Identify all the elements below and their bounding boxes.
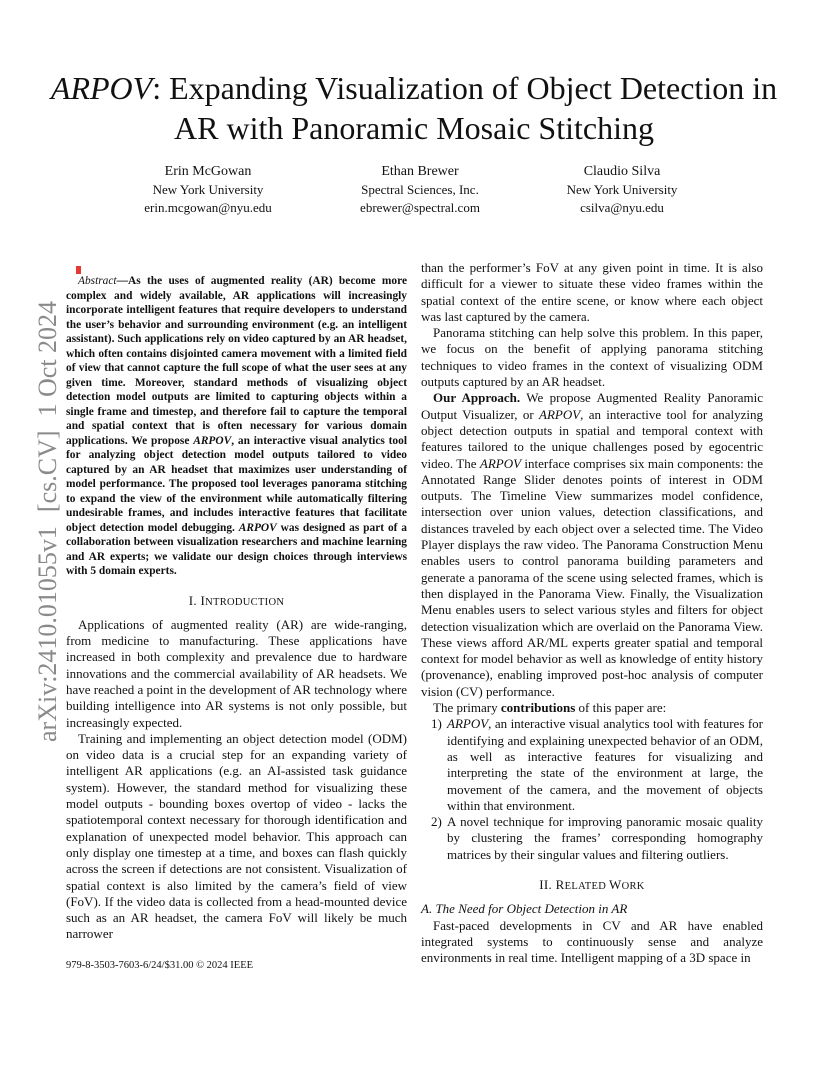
section-cap: R [555,876,565,892]
paper-title [40,68,788,148]
contribution-number: 2) [431,814,442,830]
section-heading-introduction [66,593,407,611]
abstract [66,274,407,579]
author-block [0,163,828,223]
author-affiliation: New York University [152,182,264,197]
contrib-intro-a: The primary [433,700,501,716]
contribution-item [421,814,763,863]
right-column [421,260,763,966]
section-numeral: I. [188,592,201,608]
abstract-text-1: As the uses of augmented reality (AR) become more complex and widely available, AR applications will increasingly incorporate intelligent features that require developers to understand the user’s behavior and surrounding environment (e.g. an intelligent assistant). Such applications rely on video captured by an AR headset, which often contains disjointed camera movement with a limited field of view that cannot capture the full scope of what the user sees at any given time. Moreover, standard methods of visualizing object detection model outputs are limited to capturing objects within a single frame and timestep, and therefore fail to capture the temporal and spatial context that is often necessary for various domain applications. We propose [66,275,407,447]
author-email: ebrewer@spectral.com [360,200,480,215]
arxiv-date: 1 Oct 2024 [33,300,62,417]
intro-paragraph-3: than the performer’s FoV at any given point in time. It is also difficult for a viewer to situate these video frames within the spatial context of the entire scene, or know where each object was last captured by the camera. [421,260,763,324]
section-numeral: II. [539,876,556,892]
section-rest: ELATED [564,880,610,892]
contribution-text: , an interactive visual analytics tool with features for identifying and explaining unexpected behavior of an ODM, as well as interactive features for visualizing and interpreting the state of the environment at large, the movement of the camera, and the movement of objects within that environment. [447,716,763,813]
abstract-tool-name: ARPOV [238,521,277,534]
abstract-label: Abstract [78,275,117,287]
related-work-paragraph-1: Fast-paced developments in CV and AR have enabled integrated systems to continuously sense and analyze environments in real time. Intelligent mapping of a 3D space in [421,917,763,966]
copyright-footer: 979-8-3503-7603-6/24/$31.00 © 2024 IEEE [66,960,254,971]
section-rest: NTRODUCTION [205,596,285,608]
left-column [66,274,407,943]
author-name: Ethan Brewer [381,164,459,179]
title-rest: : Expanding Visualization of Object Detection in AR with Panoramic Mosaic Stitching [152,70,778,146]
author-name: Claudio Silva [583,164,661,179]
intro-paragraph-1: Applications of augmented reality (AR) are wide-ranging, from medicine to manufacturing. These applications have increased in both complexity and prevalence due to hardware innovations and the commercial availability of AR headsets. We have reached a point in the development of AR technology where building intelligence into AR systems is not only possible, but increasingly expected. [66,616,407,730]
author-email: csilva@nyu.edu [580,200,664,215]
contributions-intro [421,700,763,716]
arxiv-id: arXiv:2410.01055v1 [33,526,62,742]
intro-paragraph-2: Training and implementing an object detection model (ODM) on video data is a crucial step for an expanding variety of intelligent AR applications (e.g. an AI-assisted task guidance system). However, the standard method for visualizing these model outputs - bounding boxes overtop of video - lacks the spatiotemporal context necessary for thorough identification and explanation of unexpected model behavior. This approach can only display one timestep at a time, and boxes can flash quickly across the screen if detections are not consistent. Visualization of spatial context is also limited by the camera’s field of view (FoV). If the video data is collected from a head-mounted device such as an AR headset, the camera FoV will likely be much narrower [66,730,407,942]
contributions-list [421,716,763,863]
author-affiliation: New York University [566,182,678,197]
section-heading-related-work [421,877,763,895]
arxiv-watermark [30,0,66,742]
abstract-text-2: , an interactive visual analytics tool for analyzing object detection model outputs tailored to video captured by an AR headset that maximizes user understanding of model performance. The proposed tool leverages panorama stitching to expand the view of the environment while automatically filtering undesirable frames, and includes interactive features that facilitate object detection model debugging. [66,434,407,534]
contribution-text: A novel technique for improving panoramic mosaic quality by clustering the frames’ corresponding homography matrices by their singular values and filtering outliers. [447,814,763,862]
author-email: erin.mcgowan@nyu.edu [144,200,272,215]
arxiv-category: [cs.CV] [33,430,62,513]
author-3 [512,163,732,217]
author-name: Erin McGowan [164,164,252,179]
approach-text-b: , an interactive tool for analyzing object detection outputs in spatial and temporal context with features tailored to the unique challenges posed by egocentric video. The [421,406,764,471]
contrib-intro-b: of this paper are: [575,700,667,716]
abstract-dash: — [116,275,128,287]
intro-paragraph-4: Panorama stitching can help solve this problem. In this paper, we focus on the benefit of applying panorama stitching techniques to video frames in the context of visualizing ODM outputs captured by an AR headset. [421,325,763,390]
author-affiliation: Spectral Sciences, Inc. [361,182,479,197]
author-2 [310,163,530,217]
abstract-text-3: was designed as part of a collaboration between visualization researchers and machine learning and AR experts; we validate our design choices through interviews with 5 domain experts. [66,521,408,577]
annotation-flag-icon [76,266,81,274]
section-rest: ORK [621,880,645,892]
contribution-number: 1) [431,716,442,732]
author-1 [98,163,318,217]
contribution-item [421,716,763,814]
title-tool-name: ARPOV [50,70,153,106]
section-cap: I [200,592,206,608]
approach-tool-name: ARPOV [479,455,522,471]
contribution-lead: ARPOV [447,716,489,732]
approach-paragraph [421,390,763,700]
contrib-intro-bold: contributions [500,700,576,716]
approach-text-c: interface comprises six main components: the Annotated Range Slider denotes points of interest in ODM outputs. The Timeline View summarizes model confidence, intersection over union values, detection classifications, and distances traveled by each object over a selected time. The Video Player displays the raw video. The Panorama Construction Menu enables users to control panorama building parameters and generate a panorama of the scene using selected frames, which is then displayed in the Panorama View. Finally, the Visualization Menu enables users to select various styles and filters for object detection visualization which are overlaid on the Panorama View. These views afford AR/ML experts greater spatial and temporal context for model behavior as well as knowledge of entity history (provenance), enabling improved post-hoc analysis of computer vision (CV) performance. [421,455,764,699]
approach-label: Our Approach. [433,390,521,406]
section-cap: W [609,876,622,892]
approach-text-a: We propose Augmented Reality Panoramic Output Visualizer, or [421,390,764,422]
abstract-tool-name: ARPOV [193,434,232,447]
subsection-heading: A. The Need for Object Detection in AR [421,901,628,917]
approach-tool-name: ARPOV [539,406,581,422]
